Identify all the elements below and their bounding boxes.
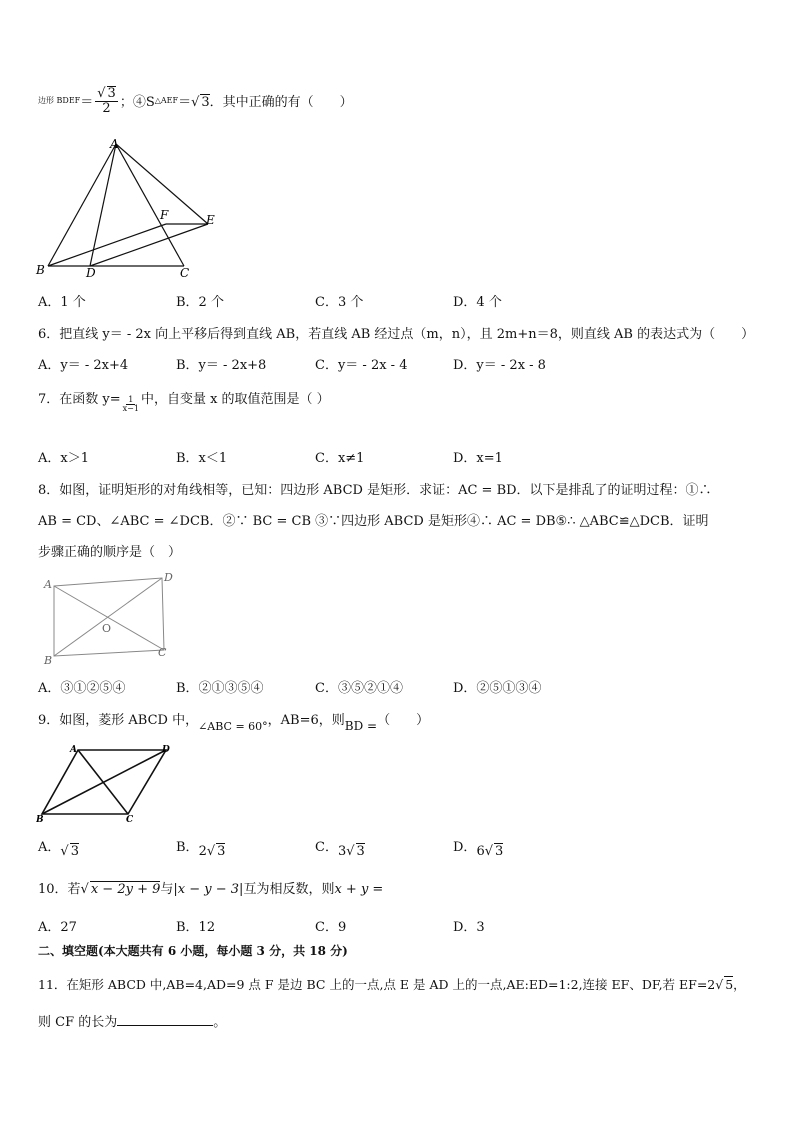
q8-label-C: C [158, 646, 167, 659]
q11-line1: 11．在矩形 ABCD 中,AB=4,AD=9 点 F 是边 BC 上的一点,点 E 是 AD 上的一点,AE:ED=1:2,连接 EF、DF,若 EF=2√ 5， [38, 977, 746, 992]
q5-label-C: C [180, 266, 190, 280]
q8-line2: AB = CD、∠ABC = ∠DCB．②∵ BC = CB ③∵四边形 ABCD 是矩形④∴ AC = DB⑤∴ △ABC≌△DCB．证明 [38, 514, 709, 529]
q9-option-c: C．3√ 3 [315, 840, 365, 859]
q9-label-D: D [162, 745, 170, 755]
q5-mid: ；④S [119, 95, 155, 111]
q5-option-d: D．4 个 [453, 295, 502, 310]
section-heading: 二、填空题(本大题共有 6 小题，每小题 3 分，共 18 分) [38, 944, 348, 958]
q10-option-b: B．12 [176, 920, 216, 935]
q9-label-B: B [36, 815, 44, 822]
q6-option-a: A．y＝ - 2x+4 [38, 358, 129, 373]
q10-option-a: A．27 [38, 920, 77, 935]
q5-option-c: C．3 个 [315, 295, 364, 310]
q5-prefix: 边形 BDEF [38, 96, 81, 106]
q9-label-C: C [126, 815, 134, 822]
q5-option-a: A．1 个 [38, 295, 86, 310]
q5-sub: △AEF [154, 96, 179, 106]
q8-label-B: B [44, 654, 53, 666]
q5-label-A: A [110, 137, 119, 151]
q8-label-A: A [44, 578, 52, 591]
q5-end: ．其中正确的有（ ） [209, 95, 353, 111]
q10-option-d: D．3 [453, 920, 485, 935]
q5-label-F: F [160, 208, 169, 222]
q8-option-b: B．②①③⑤④ [176, 681, 264, 696]
q5-option-b: B．2 个 [176, 295, 224, 310]
q7-option-b: B．x＜1 [176, 451, 228, 466]
q9-option-b: B．2√ 3 [176, 840, 226, 859]
q8-option-c: C．③⑤②①④ [315, 681, 403, 696]
q9-option-a: A．√ 3 [38, 840, 79, 859]
q5-header: 边形 BDEF＝ $\frac{√ 3}{2}$ ；④S△AEF＝√ 3．其中正确的有（ ） [38, 86, 353, 116]
q5-label-D: D [86, 266, 96, 280]
q5-figure [34, 136, 234, 282]
q5-label-E: E [206, 213, 215, 227]
q9-figure [36, 742, 176, 822]
q7-option-a: A．x＞1 [38, 451, 89, 466]
q9-text: 9．如图，菱形 ABCD 中，$_{\angle ABC = 60^\circ}$，AB=6，则BD =（ ） [38, 713, 430, 733]
q8-line3: 步骤正确的顺序是（ ） [38, 545, 182, 560]
q9-label-A: A [70, 745, 77, 755]
q5-label-B: B [36, 263, 45, 277]
q8-label-O: O [102, 622, 112, 635]
q9-option-d: D．6√ 3 [453, 840, 504, 859]
q10-option-c: C．9 [315, 920, 347, 935]
q7-option-d: D．x=1 [453, 451, 503, 466]
q11-answer-blank[interactable] [117, 1015, 213, 1026]
q6-option-c: C．y＝ - 2x - 4 [315, 358, 408, 373]
q7-text: 7．在函数 y= $\frac{1}{x-1}$ 中，自变量 x 的取值范围是（ ） [38, 392, 330, 414]
q6-text: 6．把直线 y＝ - 2x 向上平移后得到直线 AB，若直线 AB 经过点（m，n），且 2m+n＝8，则直线 AB 的表达式为（ ） [38, 327, 755, 342]
q6-option-d: D．y＝ - 2x - 8 [453, 358, 546, 373]
q8-figure [40, 570, 180, 666]
q7-fraction: $\frac{1}{x-1}$ [122, 395, 139, 414]
q5-fraction: $\frac{√ 3}{2}$ [97, 86, 116, 116]
q10-text: 10．若√ x − 2y + 9与|x − y − 3|互为相反数，则x + y = [38, 882, 384, 897]
q6-option-b: B．y＝ - 2x+8 [176, 358, 267, 373]
q8-option-a: A．③①②⑤④ [38, 681, 126, 696]
q8-label-D: D [164, 571, 173, 584]
q8-option-d: D．②⑤①③④ [453, 681, 542, 696]
q7-option-c: C．x≠1 [315, 451, 365, 466]
q11-line2: 则 CF 的长为 。 [38, 1015, 227, 1030]
q8-line1: 8．如图，证明矩形的对角线相等，已知：四边形 ABCD 是矩形．求证：AC = BD．以下是排乱了的证明过程：①∴ [38, 483, 712, 498]
